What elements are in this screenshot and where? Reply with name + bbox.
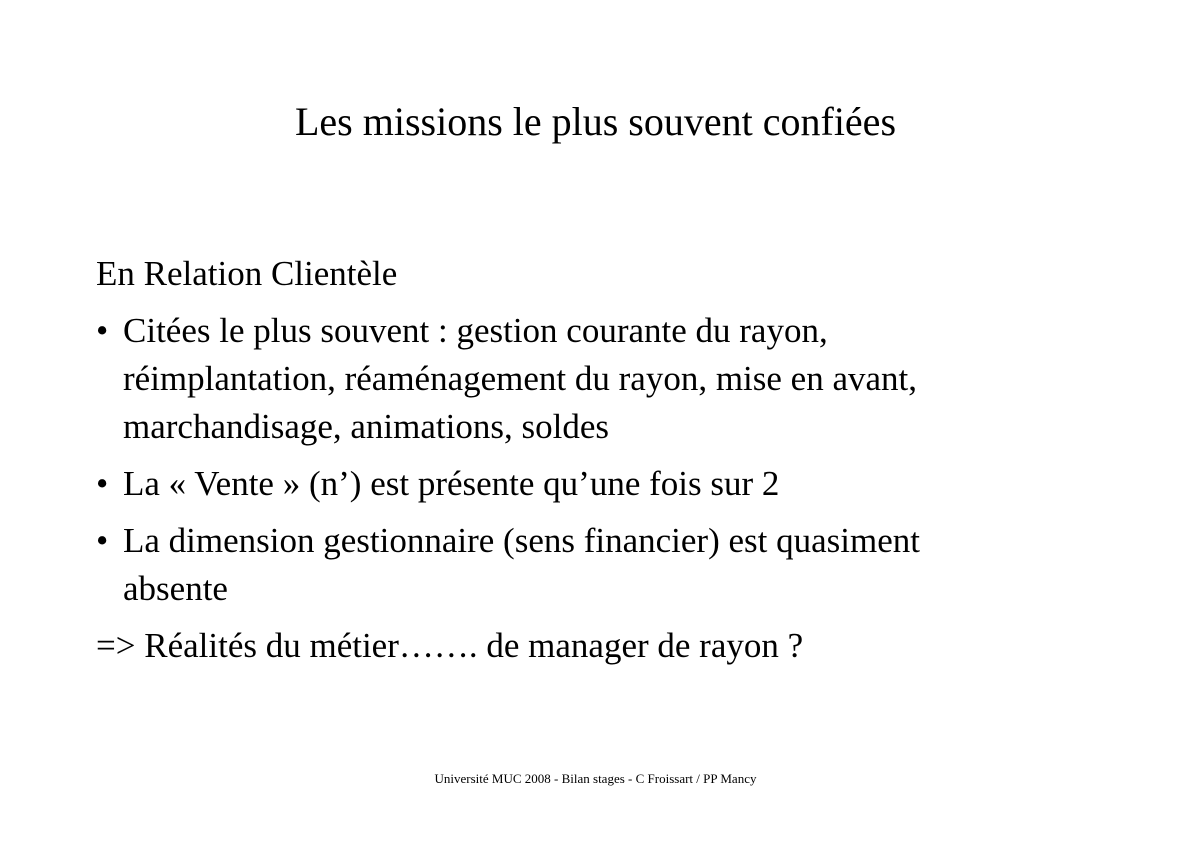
bullet-line: absente (123, 569, 228, 608)
bullet-line: La dimension gestionnaire (sens financier) est quasiment (123, 521, 920, 560)
bullet-line: marchandisage, animations, soldes (123, 407, 609, 446)
slide-body (96, 250, 1096, 679)
bullet-text (123, 460, 779, 508)
bullet-item (96, 307, 1096, 451)
bullet-text (123, 517, 920, 613)
bullet-line: réimplantation, réaménagement du rayon, mise en avant, (123, 359, 918, 398)
bullet-item (96, 460, 1096, 508)
bullet-item (96, 517, 1096, 613)
bullet-line: La « Vente » (n’) est présente qu’une fois sur 2 (123, 464, 780, 503)
bullet-icon: • (96, 311, 109, 350)
bullet-line: Citées le plus souvent : gestion courante du rayon, (123, 311, 828, 350)
slide-footer: Université MUC 2008 - Bilan stages - C Froissart / PP Mancy (434, 771, 757, 786)
conclusion-line: => Réalités du métier……. de manager de rayon ? (96, 626, 804, 665)
section-heading: En Relation Clientèle (96, 254, 398, 293)
slide-title: Les missions le plus souvent confiées (294, 99, 897, 144)
bullet-icon: • (96, 464, 109, 503)
bullet-icon: • (96, 521, 109, 560)
bullet-text (123, 307, 917, 451)
